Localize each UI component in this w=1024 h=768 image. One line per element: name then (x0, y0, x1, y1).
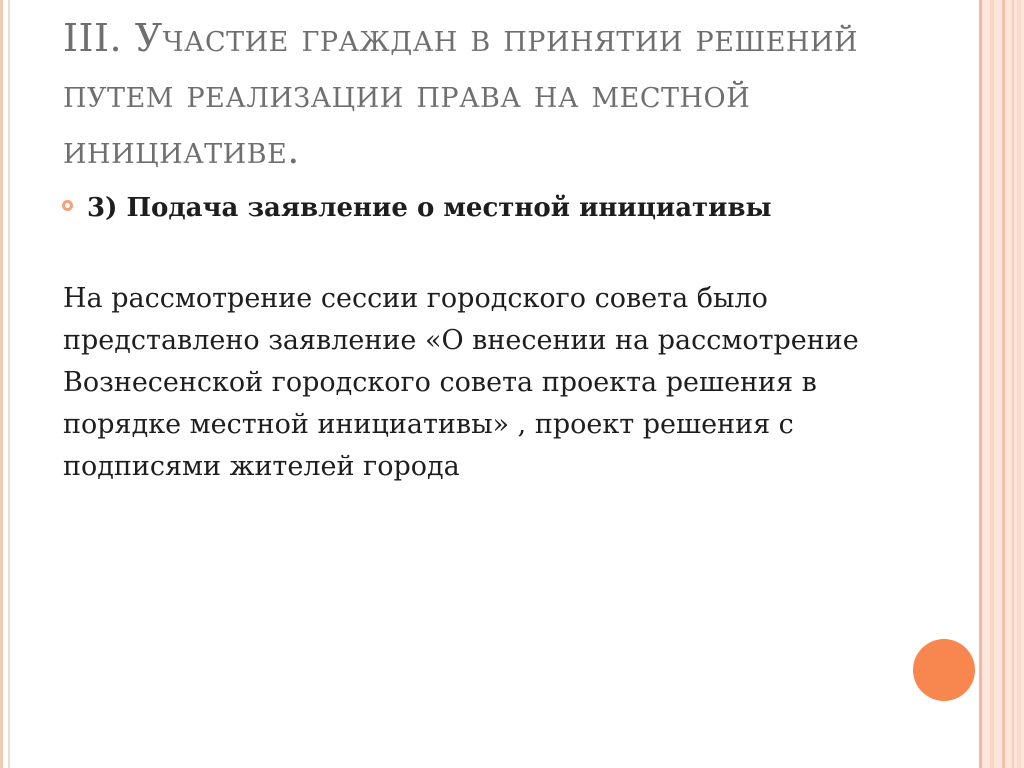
right-decorative-stripes (979, 0, 1024, 768)
title-rest: частие граждан в принятии решений путем реализации права на местной инициативе. (63, 16, 859, 172)
decorative-stripe (979, 0, 982, 768)
decorative-stripe (1017, 0, 1021, 768)
bullet-item (62, 188, 912, 228)
decorative-stripe (1012, 0, 1014, 768)
bullet-text: 3) Подача заявление о местной инициативы (87, 193, 772, 223)
left-border-line (0, 0, 3, 768)
title-prefix: III. У (63, 16, 163, 60)
body-paragraph: На рассмотрение сессии городского совета было представлено заявление «О внесении на рассмотрение Вознесенской городского совета проекта решения в порядке местной инициативы» , проект решения с подписями жителей города (63, 283, 859, 482)
slide-title (63, 10, 943, 178)
bullet-circle-icon (62, 200, 73, 211)
decorative-circle (913, 639, 975, 701)
left-border-line (8, 0, 10, 768)
decorative-stripe (1002, 0, 1005, 768)
decorative-stripe (990, 0, 994, 768)
